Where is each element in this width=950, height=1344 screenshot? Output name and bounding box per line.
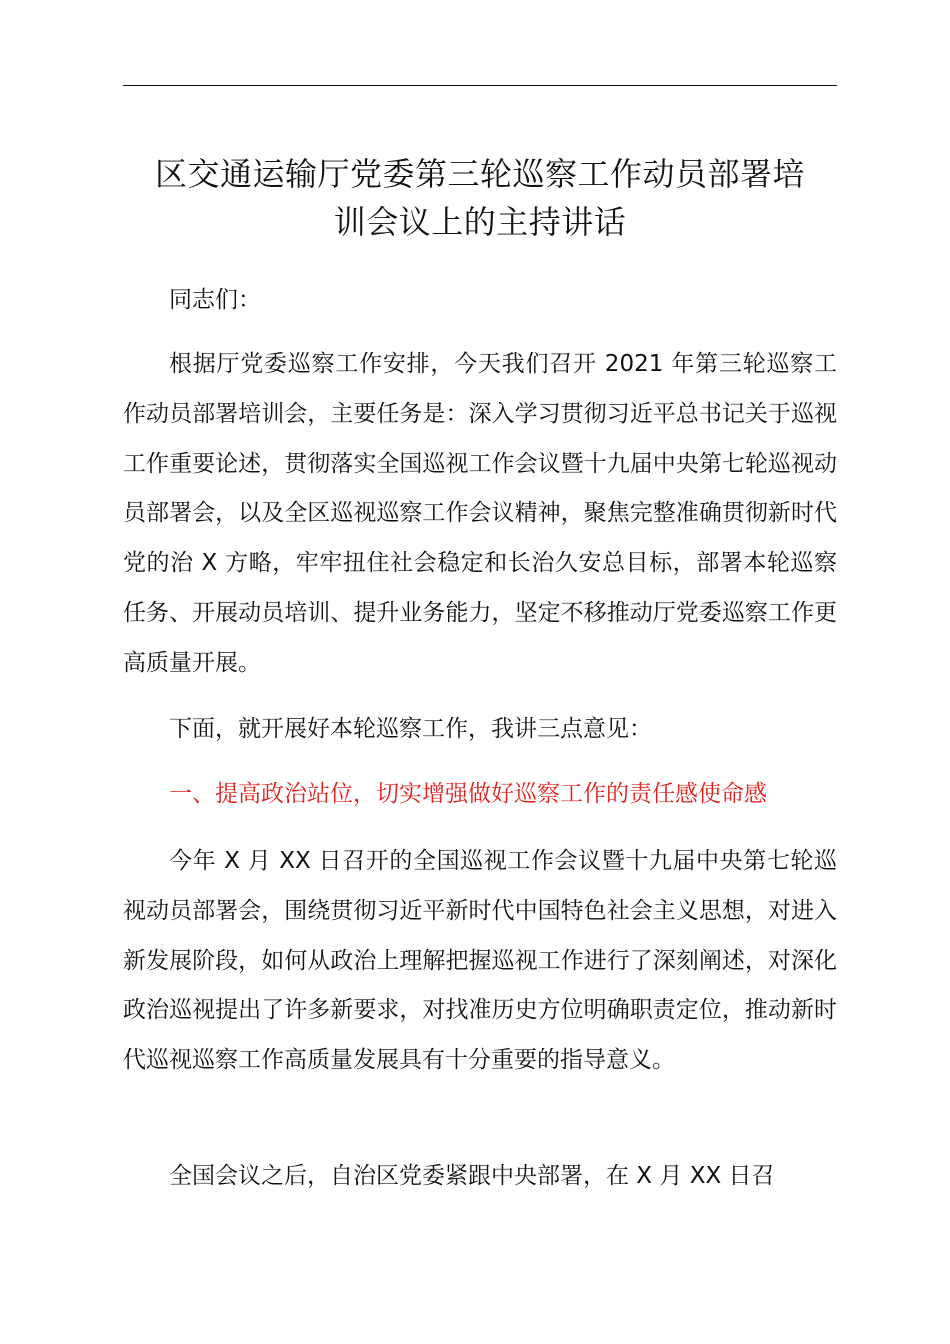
paragraph-2: 下面，就开展好本轮巡察工作，我讲三点意见：	[169, 716, 652, 742]
paragraph-2-block	[123, 705, 837, 755]
document-title	[115, 150, 845, 246]
paragraph-3-block	[123, 837, 837, 1086]
header-rule	[123, 85, 837, 86]
salutation: 同志们：	[169, 287, 261, 313]
paragraph-1-block	[123, 340, 837, 689]
section-heading-1: 一、提高政治站位，切实增强做好巡察工作的责任感使命感	[169, 781, 767, 807]
paragraph-4-block	[123, 1152, 837, 1202]
title-line-1: 区交通运输厅党委第三轮巡察工作动员部署培	[154, 155, 805, 193]
paragraph-3: 今年 X 月 XX 日召开的全国巡视工作会议暨十九届中央第七轮巡视动员部署会，围绕贯彻习近平新时代中国特色社会主义思想，对进入新发展阶段，如何从政治上理解把握巡视工作进行了深刻阐述，对深化政治巡视提出了许多新要求，对找准历史方位明确职责定位，推动新时代巡视巡察工作高质量发展具有十分重要的指导意义。	[123, 848, 837, 1074]
heading-1-block	[123, 770, 837, 820]
paragraph-1: 根据厅党委巡察工作安排，今天我们召开 2021 年第三轮巡察工作动员部署培训会，主要任务是：深入学习贯彻习近平总书记关于巡视工作重要论述，贯彻落实全国巡视工作会议暨十九届中央第七轮巡视动员部署会，以及全区巡视巡察工作会议精神，聚焦完整准确贯彻新时代党的治 X 方略，牢牢扭住社会稳定和长治久安总目标，部署本轮巡察任务、开展动员培训、提升业务能力，坚定不移推动厅党委巡察工作更高质量开展。	[123, 351, 837, 676]
paragraph-4: 全国会议之后，自治区党委紧跟中央部署，在 X 月 XX 日召	[169, 1163, 775, 1189]
salutation-block	[123, 276, 837, 326]
title-line-2: 训会议上的主持讲话	[333, 203, 627, 241]
